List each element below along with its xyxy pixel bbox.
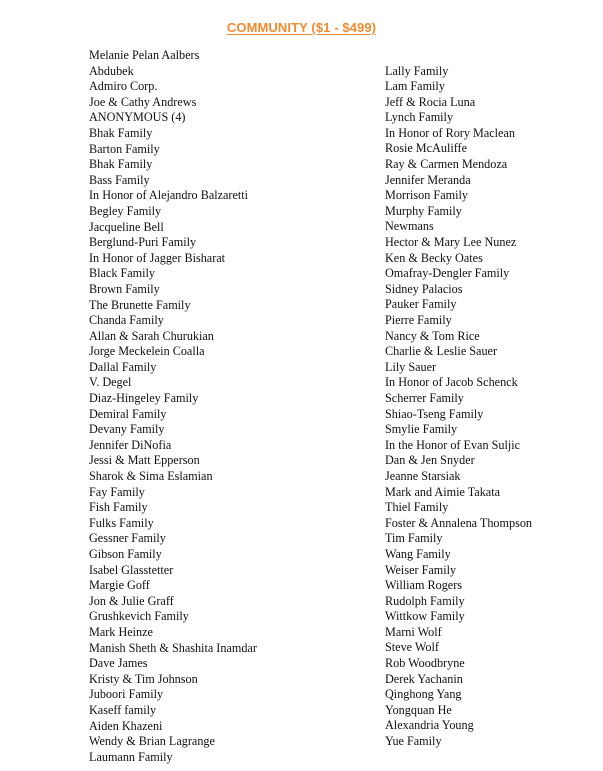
donor-name: Murphy Family <box>385 203 462 218</box>
donor-name: Margie Goff <box>89 578 150 593</box>
donor-name: Rosie McAuliffe <box>385 141 468 156</box>
donor-name: Lally Family <box>385 63 449 78</box>
donor-name: Bass Family <box>89 172 150 187</box>
donor-name: Diaz-Hingeley Family <box>89 391 199 406</box>
donor-name: Wittkow Family <box>385 609 465 624</box>
donor-name: Smylie Family <box>385 422 458 437</box>
donor-name: Ray & Carmen Mendoza <box>385 157 508 172</box>
donor-name: Shiao-Tseng Family <box>385 406 484 421</box>
donor-name: Chanda Family <box>89 313 164 328</box>
donor-name: V. Degel <box>89 375 132 390</box>
donor-name: In Honor of Jacob Schenck <box>385 375 518 390</box>
donor-name: Jon & Julie Graff <box>89 593 174 608</box>
donor-name: Allan & Sarah Churukian <box>89 328 214 343</box>
donor-name: Sharok & Sima Eslamian <box>89 469 213 484</box>
donor-name: In the Honor of Evan Suljic <box>385 437 521 452</box>
donor-name: Dallal Family <box>89 359 157 374</box>
donor-name: Lily Sauer <box>385 359 437 374</box>
donor-name: Bhak Family <box>89 157 153 172</box>
donor-name: Isabel Glasstetter <box>89 562 174 577</box>
donor-name: Lynch Family <box>385 110 454 125</box>
donor-name: Gibson Family <box>89 547 162 561</box>
donor-name: Jorge Meckelein Coalla <box>89 344 205 359</box>
donor-name: Kaseff family <box>89 702 157 717</box>
donor-name: Melanie Pelan Aalbers <box>89 48 200 62</box>
donor-name: Jeanne Starsiak <box>385 468 461 483</box>
donor-name: Fulks Family <box>89 515 154 530</box>
donor-name: Mark Heinze <box>89 624 153 639</box>
donor-name: In Honor of Rory Maclean <box>385 125 515 140</box>
donor-name: Berglund-Puri Family <box>89 235 197 250</box>
donor-name: Juboori Family <box>89 687 164 702</box>
donor-name: William Rogers <box>385 578 463 593</box>
donor-name: Charlie & Leslie Sauer <box>385 344 498 359</box>
donor-name: Pierre Family <box>385 313 452 327</box>
donor-name: Weiser Family <box>385 562 457 577</box>
donor-name: Nancy & Tom Rice <box>385 328 480 343</box>
donor-name: Newmans <box>385 219 434 234</box>
donor-name: Abdubek <box>89 63 134 78</box>
donor-name: Thiel Family <box>385 500 449 515</box>
donor-name: Yue Family <box>385 734 442 749</box>
donor-name: Bhak Family <box>89 125 153 140</box>
donor-name: Morrison Family <box>385 188 468 203</box>
donor-name: Gessner Family <box>89 531 166 546</box>
donor-name: ANONYMOUS (4) <box>89 110 186 125</box>
donor-name: Begley Family <box>89 203 162 218</box>
donor-name: Rob Woodbryne <box>385 656 465 671</box>
donor-name: Yongquan He <box>385 702 452 717</box>
donor-name: Fay Family <box>89 484 145 499</box>
donor-name: Steve Wolf <box>385 640 439 655</box>
donor-name: Laumann Family <box>89 749 173 764</box>
donor-name: Qinghong Yang <box>385 687 462 702</box>
donor-name: Alexandria Young <box>385 718 474 733</box>
donor-name: Grushkevich Family <box>89 609 189 624</box>
donor-name: Sidney Palacios <box>385 281 463 296</box>
donor-name: Derek Yachanin <box>385 671 463 686</box>
donor-name: Marni Wolf <box>385 624 442 639</box>
donor-name: Joe & Cathy Andrews <box>89 94 197 109</box>
donor-name: Brown Family <box>89 281 160 296</box>
donor-name: Omafray-Dengler Family <box>385 266 510 281</box>
donor-list-left-column <box>89 48 257 765</box>
donor-name: Devany Family <box>89 422 165 437</box>
donor-name: Wang Family <box>385 546 451 561</box>
donor-name: Jessi & Matt Epperson <box>89 453 200 468</box>
donor-name: Rudolph Family <box>385 593 465 608</box>
donor-name: Manish Sheth & Shashita Inamdar <box>89 640 257 655</box>
donor-name: Dave James <box>89 656 148 671</box>
donor-name: In Honor of Alejandro Balzaretti <box>89 188 249 203</box>
donor-name: In Honor of Jagger Bisharat <box>89 250 226 265</box>
donor-name: Jeff & Rocia Luna <box>385 94 476 109</box>
donor-list-right-column <box>385 64 532 750</box>
donor-name: The Brunette Family <box>89 297 191 312</box>
donor-name: Black Family <box>89 266 156 281</box>
donor-name: Wendy & Brian Lagrange <box>89 734 215 749</box>
donor-name: Ken & Becky Oates <box>385 250 483 265</box>
section-heading: COMMUNITY ($1 - $499) <box>226 20 377 35</box>
donor-name: Demiral Family <box>89 406 167 421</box>
donor-name: Admiro Corp. <box>89 79 158 94</box>
donor-name: Kristy & Tim Johnson <box>89 671 198 686</box>
donor-name: Dan & Jen Snyder <box>385 453 475 468</box>
donor-name: Jennifer Meranda <box>385 172 471 187</box>
donor-name: Hector & Mary Lee Nunez <box>385 235 517 250</box>
donor-name: Jacqueline Bell <box>89 219 164 234</box>
donor-name: Lam Family <box>385 79 445 94</box>
donor-name: Mark and Aimie Takata <box>385 484 501 499</box>
donor-name: Jennifer DiNofia <box>89 437 172 452</box>
donor-name: Tim Family <box>385 531 443 546</box>
donor-name: Aiden Khazeni <box>89 718 163 733</box>
donor-name: Fish Family <box>89 500 148 515</box>
donor-name: Pauker Family <box>385 297 457 312</box>
donor-name: Barton Family <box>89 141 160 156</box>
donor-name: Foster & Annalena Thompson <box>385 515 533 530</box>
donor-name: Scherrer Family <box>385 390 464 405</box>
